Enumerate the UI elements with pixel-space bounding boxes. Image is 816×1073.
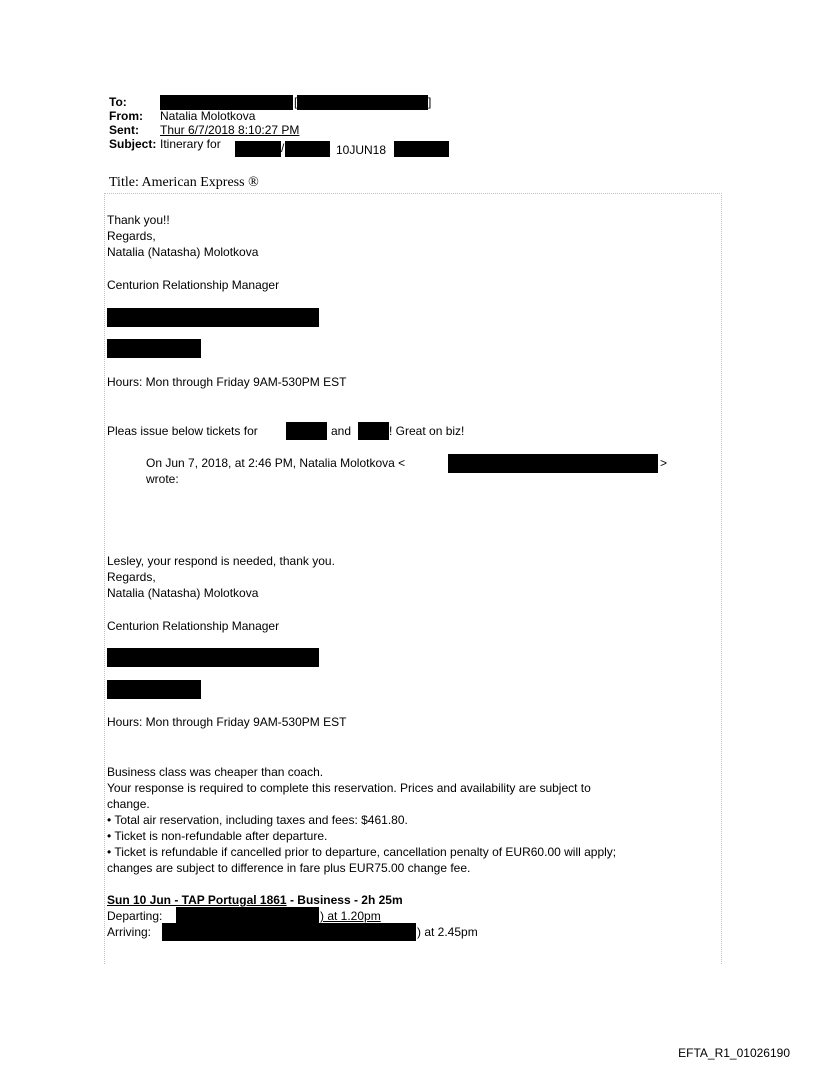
sent-value: Thur 6/7/2018 8:10:27 PM bbox=[160, 123, 300, 137]
bracket-close: ] bbox=[428, 95, 432, 109]
departing-label: Departing: bbox=[107, 909, 163, 923]
subject-label: Subject: bbox=[109, 137, 157, 151]
sent-label: Sent: bbox=[109, 123, 139, 137]
to-label: To: bbox=[109, 95, 127, 109]
arriving-label: Arriving: bbox=[107, 925, 152, 939]
redacted-recipient-email bbox=[297, 95, 428, 110]
redacted-departure-airport bbox=[176, 907, 319, 924]
reservation-required-cont: change. bbox=[107, 797, 150, 811]
document-id-footer: EFTA_R1_01026190 bbox=[678, 1046, 790, 1060]
msg2-request: Lesley, your respond is needed, thank you. bbox=[107, 554, 335, 568]
subject-prefix: Itinerary for bbox=[160, 137, 221, 151]
msg2-regards: Regards, bbox=[107, 570, 156, 584]
redacted-email-1 bbox=[107, 339, 201, 358]
msg2-hours: Hours: Mon through Friday 9AM-530PM EST bbox=[107, 715, 347, 729]
header-sent-row bbox=[109, 124, 299, 137]
redacted-phone-1 bbox=[107, 308, 319, 327]
redacted-phone-2 bbox=[107, 648, 319, 667]
redacted-subject-route bbox=[394, 141, 449, 157]
reservation-required: Your response is required to complete this reservation. Prices and availability are subject to bbox=[107, 781, 591, 795]
redacted-arrival-airport bbox=[162, 923, 416, 941]
reservation-note: Business class was cheaper than coach. bbox=[107, 765, 324, 779]
redacted-subject-name-1 bbox=[235, 141, 281, 157]
bullet-refund-policy-cont: changes are subject to difference in fare plus EUR75.00 change fee. bbox=[107, 861, 471, 875]
msg1-request-end: ! Great on biz! bbox=[389, 424, 465, 438]
msg2-signature-role: Centurion Relationship Manager bbox=[107, 619, 280, 633]
flight-title-rest: - Business - 2h 25m bbox=[286, 893, 403, 907]
header-from-row bbox=[109, 110, 255, 123]
quote-header-start: On Jun 7, 2018, at 2:46 PM, Natalia Molotkova < bbox=[146, 456, 406, 470]
departing-time: ) at 1.20pm bbox=[320, 909, 381, 923]
from-value: Natalia Molotkova bbox=[160, 109, 256, 123]
msg1-request-start: Pleas issue below tickets for bbox=[107, 424, 258, 438]
msg1-signature-role: Centurion Relationship Manager bbox=[107, 278, 280, 292]
redacted-passenger-2 bbox=[358, 422, 389, 440]
from-label: From: bbox=[109, 109, 143, 123]
flight-title-underlined: Sun 10 Jun - TAP Portugal 1861 bbox=[107, 893, 287, 907]
redacted-recipient-name bbox=[160, 95, 293, 110]
msg2-signature-name: Natalia (Natasha) Molotkova bbox=[107, 586, 259, 600]
quote-wrote: wrote: bbox=[146, 472, 179, 486]
document-title: Title: American Express ® bbox=[109, 175, 259, 190]
redacted-passenger-1 bbox=[286, 422, 327, 440]
header-subject-row bbox=[109, 138, 221, 151]
redacted-email-2 bbox=[107, 680, 201, 699]
msg1-hours: Hours: Mon through Friday 9AM-530PM EST bbox=[107, 375, 347, 389]
subject-date: 10JUN18 bbox=[336, 143, 387, 157]
redacted-subject-name-2 bbox=[285, 141, 330, 157]
header-to-row bbox=[109, 96, 160, 109]
bracket-open: [ bbox=[294, 95, 298, 109]
bullet-non-refundable: • Ticket is non-refundable after departure. bbox=[107, 829, 328, 843]
quote-header-end: > bbox=[660, 456, 668, 470]
msg1-signature-name: Natalia (Natasha) Molotkova bbox=[107, 245, 259, 259]
msg1-thanks: Thank you!! bbox=[107, 213, 170, 227]
redacted-quote-email bbox=[448, 454, 658, 473]
arriving-time: ) at 2.45pm bbox=[417, 925, 478, 939]
msg1-request-and: and bbox=[331, 424, 352, 438]
msg1-regards: Regards, bbox=[107, 229, 156, 243]
bullet-refund-policy: • Ticket is refundable if cancelled prior to departure, cancellation penalty of EUR60.00 will apply; bbox=[107, 845, 617, 859]
subject-slash: / bbox=[281, 141, 285, 155]
bullet-total-fare: • Total air reservation, including taxes and fees: $461.80. bbox=[107, 813, 408, 827]
